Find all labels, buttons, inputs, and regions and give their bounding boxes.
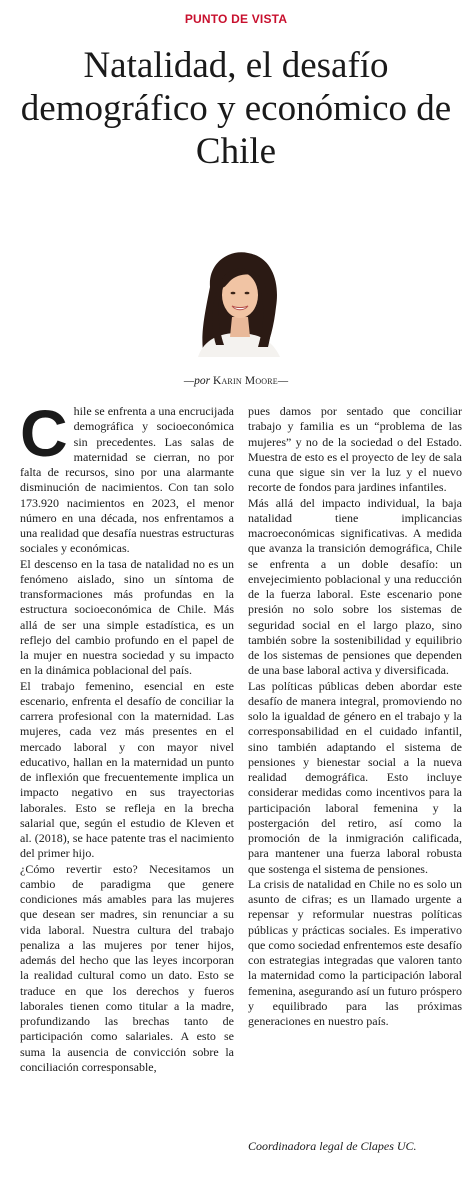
paragraph: hile se enfrenta a una encrucijada demográfica y socioeconómica sin precedentes. Las salas de maternidad se cierran, no por falta de recursos, sino por una alarmante disminución de nacimientos. Con tan solo 173.920 nacimientos en 2023, el menor número en una década, nos enfrentamos a una realidad que desafía nuestras estructuras sociales y económicas. (20, 404, 234, 556)
paragraph: El descenso en la tasa de natalidad no es un fenómeno aislado, sino un síntoma de transformaciones más profundas en la estructura socioeconómica de Chile. Más allá de ser una simple estadística, es un reflejo del cambio profundo en el papel de la mujer en nuestra sociedad y su impacto en la dinámica poblacional del país. (20, 556, 234, 678)
author-photo (190, 247, 290, 357)
paragraph: El trabajo femenino, esencial en este escenario, enfrenta el desafío de conciliar la carrera profesional con la maternidad. Las mujeres, cada vez más presentes en el mercado laboral y con mayor nivel educativo, hallan en la maternidad un punto de inflexión que frecuentemente implica un impacto negativo en sus trayectorias laborales. Esto se refleja en la brecha salarial que, según el estudio de Kleven et al. (2018), se hace patente tras el nacimiento del primer hijo. (20, 678, 234, 861)
paragraph: La crisis de natalidad en Chile no es solo un asunto de cifras; es un llamado urgente a repensar y reformular nuestras políticas públicas y prácticas sociales. Es imperativo que como sociedad enfrentemos este desafío con estrategias integradas que valoren tanto la maternidad como la participación laboral femenina, asegurando así un futuro próspero y equilibrado para las próximas generaciones en nuestro país. (248, 876, 462, 1028)
drop-cap: C (20, 396, 68, 470)
author-photo-illustration (190, 247, 290, 357)
byline-prefix: —por (183, 375, 211, 387)
byline-suffix: — (277, 375, 289, 387)
author-affiliation: Coordinadora legal de Clapes UC. (248, 1139, 417, 1153)
paragraph: Más allá del impacto individual, la baja natalidad tiene implicancias macroeconómicas significativas. A medida que avanza la transición demográfica, Chile se enfrenta a un doble desafío: un envejecimiento poblacional y una reducción de la fuerza laboral. Este escenario pone presión no solo sobre los sistemas de seguridad social en el largo plazo, sino también sobre la sostenibilidad y equilibrio de los sistemas de pensiones que dependen de una base laboral activa y diversificada. (248, 495, 462, 678)
headline: Natalidad, el desafío demográfico y económico de Chile (20, 45, 452, 172)
article-column-left (20, 396, 234, 1075)
byline-author: Karin Moore (212, 375, 278, 387)
paragraph: Las políticas públicas deben abordar este desafío de manera integral, promoviendo no solo la igualdad de género en el trabajo y la corresponsabilidad en el cuidado infantil, sino también adaptando el sistema de pensiones y bienestar social a la nueva realidad demográfica. Esto incluye considerar medidas como incentivos para la participación laboral femenina y la postergación del retiro, así como la promoción de la inmigración calificada, para mantener una fuerza laboral robusta que sostenga el sistema de pensiones. (248, 678, 462, 876)
section-tag: PUNTO DE VISTA (184, 12, 288, 26)
paragraph: pues damos por sentado que conciliar trabajo y familia es un “problema de las mujeres” y no de la sociedad o del Estado. Muestra de esto es el proyecto de ley de sala cuna que sigue sin ver la luz y el nuevo recorte de fondos para jardines infantiles. (248, 404, 462, 495)
article-column-right (248, 404, 462, 1029)
byline (0, 375, 472, 387)
paragraph: ¿Cómo revertir esto? Necesitamos un cambio de paradigma que genere condiciones más amables para las mujeres que desean ser madres, sin renunciar a su vida laboral. Nuestra cultura del trabajo penaliza a las mujeres por tener hijos, además del hecho que las leyes incorporan la realidad cultural como un dato. Esto se traduce en que los derechos y fueros laborales tienen como titular a la madre, profundizando las brechas tanto de participación como salariales. A esto se suma la ausencia de convicción sobre la conciliación corresponsable, (20, 861, 234, 1074)
